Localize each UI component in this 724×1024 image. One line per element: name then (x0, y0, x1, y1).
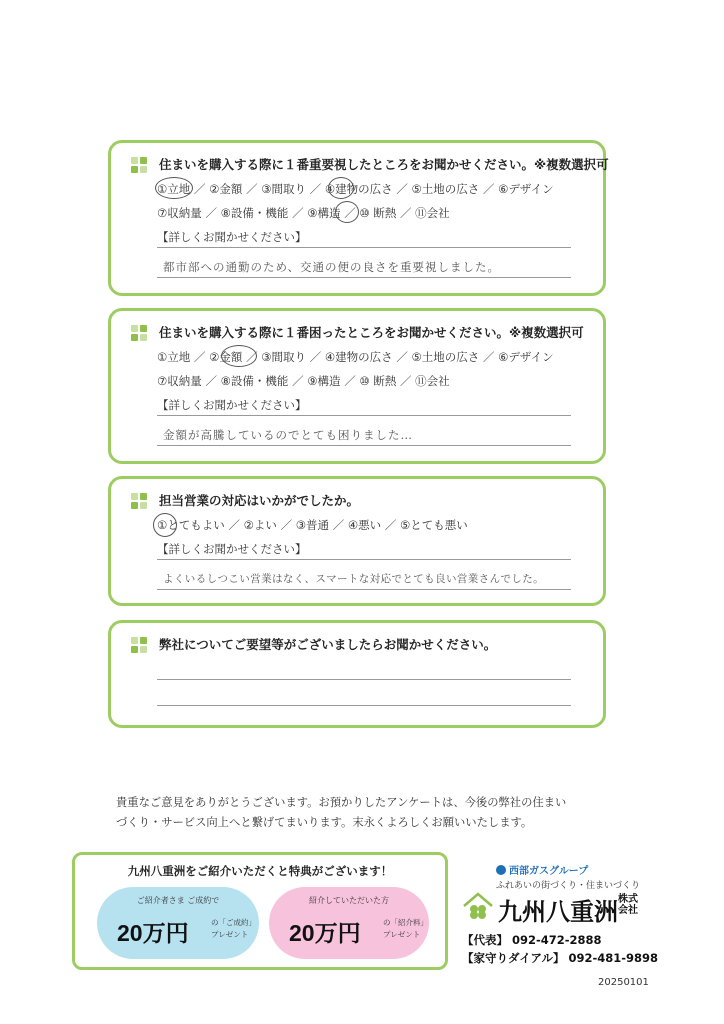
question-card-3 (108, 476, 606, 606)
selection-circle (155, 177, 193, 199)
selection-circle (221, 345, 257, 367)
referral-box (72, 852, 448, 970)
selection-circle (153, 513, 177, 537)
phone-care-label: 【家守りダイアル】 (462, 951, 565, 965)
answer-line (157, 589, 571, 590)
question-title: 担当営業の対応はいかがでしたか。 (159, 493, 360, 508)
referral-reward-referred (269, 887, 429, 959)
selection-circle (328, 177, 354, 199)
answer-line (157, 277, 571, 278)
answer-line (157, 705, 571, 706)
reward-caption: 紹介していただいた方 (309, 896, 389, 905)
group-logo (496, 862, 588, 877)
answer-line (157, 679, 571, 680)
handwritten-answer: よくいるしつこい営業はなく、スマートな対応でとても良い営業さんでした。 (163, 573, 545, 585)
reward-amount: 20万円 (117, 920, 189, 946)
clover-icon (131, 493, 149, 511)
answer-line (157, 247, 571, 248)
reward-caption: ご紹介者さま ご成約で (136, 896, 220, 905)
selection-circle (335, 201, 359, 223)
clover-icon (131, 157, 149, 175)
referral-title: 九州八重洲をご紹介いただくと特典がございます！ (127, 864, 393, 878)
seibu-gas-icon (496, 865, 506, 875)
handwritten-answer: 都市部への通勤のため、交通の便の良さを重要視しました。 (163, 260, 501, 274)
reward-note: の「紹介料」プレゼント (383, 918, 425, 939)
phone-care-number: 092-481-9898 (568, 951, 659, 965)
options-line: ①とてもよい ／ ②よい ／ ③普通 ／ ④悪い ／ ⑤とても悪い (157, 518, 468, 532)
question-title: 住まいを購入する際に１番困ったところをお聞かせください。※複数選択可 (159, 325, 584, 340)
thanks-message-line2: づくり・サービス向上へと繋げてまいります。末永くよろしくお願いいたします。 (116, 816, 533, 829)
options-line: ①立地 ／ ②金額 ／ ③間取り ／ ④建物の広さ ／ ⑤土地の広さ ／ ⑥デザイン (157, 182, 554, 196)
clover-icon (131, 325, 149, 343)
answer-line (157, 445, 571, 446)
options-line: ①立地 ／ ②金額 ／ ③間取り ／ ④建物の広さ ／ ⑤土地の広さ ／ ⑥デザイン (157, 350, 554, 364)
options-line: ⑦収納量 ／ ⑧設備・機能 ／ ⑨構造 ／ ⑩ 断熱 ／ ⑪会社 (157, 374, 450, 388)
question-title: 住まいを購入する際に１番重要視したところをお聞かせください。※複数選択可 (159, 157, 609, 172)
company-tagline: ふれあいの街づくり・住まいづくり (496, 881, 641, 891)
answer-line (157, 559, 571, 560)
clover-icon (131, 637, 149, 655)
reward-amount: 20万円 (289, 920, 361, 946)
reward-note: の「ご成約」プレゼント (211, 918, 256, 939)
handwritten-answer: 金額が高騰しているのでとても困りました… (163, 428, 413, 442)
detail-label: 【詳しくお聞かせください】 (157, 542, 307, 556)
thanks-message-line1: 貴重なご意見をありがとうございます。お預かりしたアンケートは、今後の弊社の住まい (116, 796, 567, 809)
phone-care (462, 950, 658, 966)
question-card-2 (108, 308, 606, 464)
answer-line (157, 415, 571, 416)
company-suffix: 株式会社 (618, 894, 638, 916)
detail-label: 【詳しくお聞かせください】 (157, 230, 307, 244)
referral-reward-referrer (97, 887, 259, 959)
question-card-4 (108, 620, 606, 728)
document-code: 20250101 (598, 977, 649, 988)
phone-main-number: 092-472-2888 (512, 933, 602, 947)
phone-main-label: 【代表】 (462, 933, 508, 947)
question-card-1 (108, 140, 609, 296)
question-title: 弊社についてご要望等がございましたらお聞かせください。 (159, 637, 497, 652)
detail-label: 【詳しくお聞かせください】 (157, 398, 307, 412)
company-name: 九州八重洲 (498, 898, 618, 926)
phone-main (462, 932, 602, 948)
house-clover-logo-icon (462, 892, 494, 920)
options-line: ⑦収納量 ／ ⑧設備・機能 ／ ⑨構造 ／ ⑩ 断熱 ／ ⑪会社 (157, 206, 450, 220)
group-name: 西部ガスグループ (509, 866, 589, 877)
